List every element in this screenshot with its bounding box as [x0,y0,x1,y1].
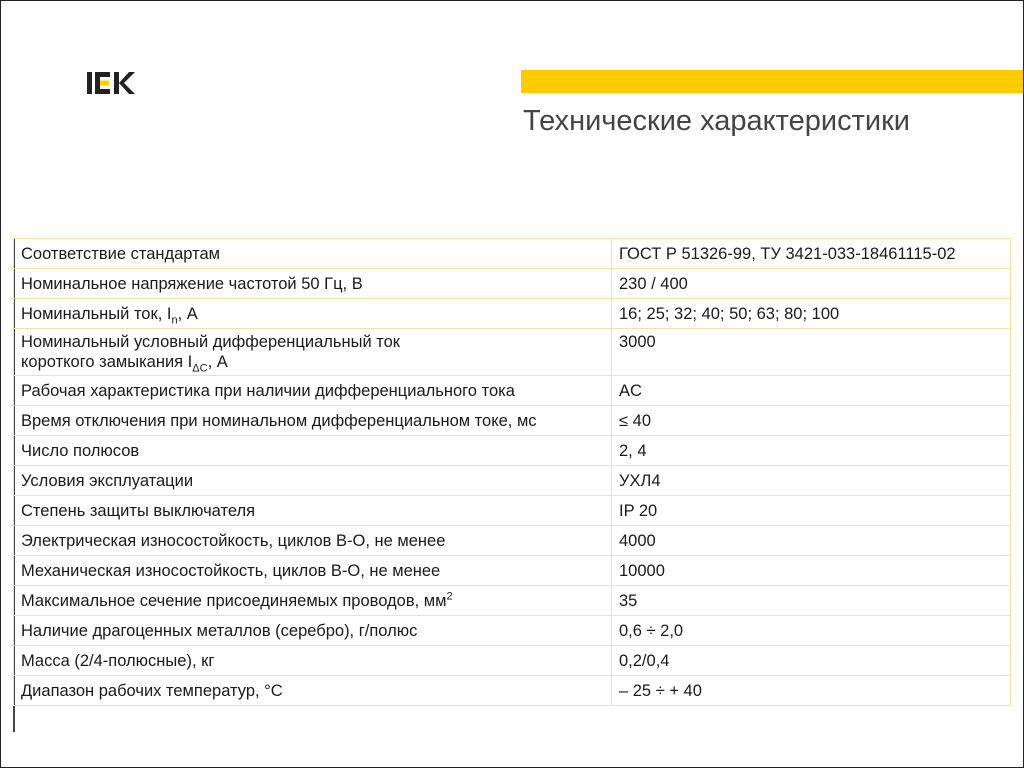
value-cell: ГОСТ Р 51326-99, ТУ 3421-033-18461115-02 [612,239,1011,269]
param-cell: Максимальное сечение присоединяемых проводов, $мм^2$ [14,586,612,616]
value-cell: 2, 4 [612,436,1011,466]
value-cell: 0,2/0,4 [612,646,1011,676]
value-cell: 35 [612,586,1011,616]
param-cell: Масса (2/4-полюсные), кг [14,646,612,676]
param-cell: Номинальный условный дифференциальный ток короткого замыкания $I_{\Delta C}$, А [14,329,612,376]
value-cell: 16; 25; 32; 40; 50; 63; 80; 100 [612,299,1011,329]
value-cell: – 25 ÷ + 40 [612,676,1011,706]
value-cell: 0,6 ÷ 2,0 [612,616,1011,646]
value-cell: 230 / 400 [612,269,1011,299]
value-cell: 3000 [612,329,1011,376]
table-row [14,496,1011,526]
param-cell: Соответствие стандартам [14,239,612,269]
param-cell: Электрическая износостойкость, циклов В-О, не менее [14,526,612,556]
param-cell: Степень защиты выключателя [14,496,612,526]
param-cell: Наличие драгоценных металлов (серебро), г/полюс [14,616,612,646]
param-cell: Число полюсов [14,436,612,466]
param-cell: Механическая износостойкость, циклов В-О, не менее [14,556,612,586]
param-cell: Условия эксплуатации [14,466,612,496]
table-row [14,466,1011,496]
iek-logo-icon [87,69,137,97]
param-cell: Диапазон рабочих температур, °С [14,676,612,706]
param-cell: Номинальный ток, $I_n$, А [14,299,612,329]
param-cell: Рабочая характеристика при наличии дифференциального тока [14,376,612,406]
brand-accent-bar [521,70,1023,93]
value-cell: 4000 [612,526,1011,556]
iek-logo [87,69,137,97]
param-cell: Номинальное напряжение частотой 50 Гц, В [14,269,612,299]
table-row [14,586,1011,616]
value-cell: УХЛ4 [612,466,1011,496]
table-row [14,676,1011,706]
page-title: Технические характеристики [523,105,910,137]
table-row [14,269,1011,299]
table-row [14,239,1011,269]
param-cell: Время отключения при номинальном дифференциальном токе, мс [14,406,612,436]
table-row [14,329,1011,376]
value-cell: 10000 [612,556,1011,586]
table-row [14,299,1011,329]
value-cell: ≤ 40 [612,406,1011,436]
specs-table [13,238,1011,706]
table-row [14,646,1011,676]
table-row [14,616,1011,646]
value-cell: IP 20 [612,496,1011,526]
table-row [14,556,1011,586]
table-row [14,406,1011,436]
table-row [14,526,1011,556]
table-row [14,376,1011,406]
table-row [14,436,1011,466]
value-cell: AC [612,376,1011,406]
